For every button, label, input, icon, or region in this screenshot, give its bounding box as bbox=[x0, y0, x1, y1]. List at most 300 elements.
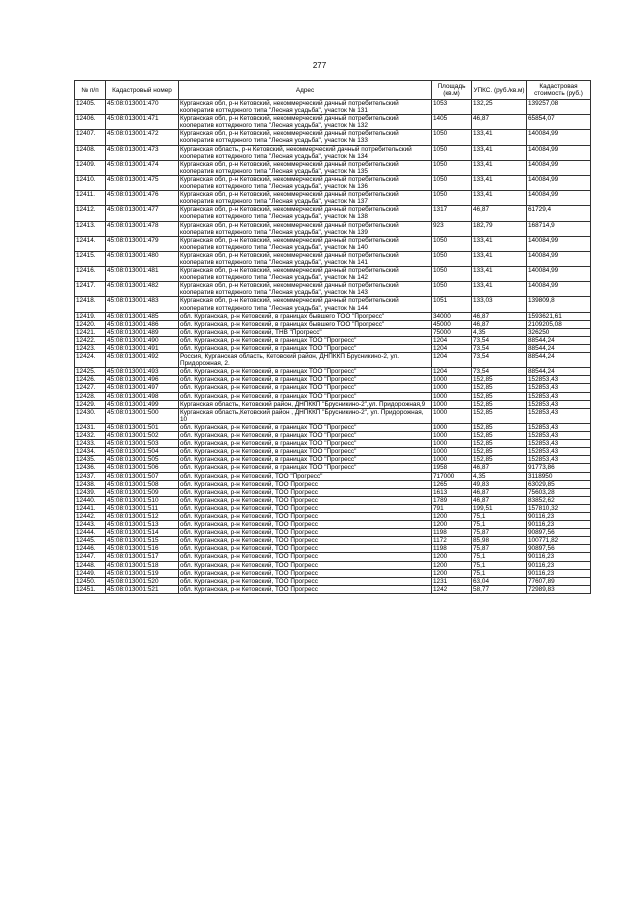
cell-address: обл. Курганская, р-н Кетовский, в границах ТОО "Прогресс" bbox=[179, 384, 432, 392]
cell-address: обл. Курганская, р-н Кетовский, ТОО "Прогресс" bbox=[179, 472, 432, 480]
cell-upks: 182,79 bbox=[472, 221, 527, 236]
cell-address: Курганская обл, р-н Кетовский, некоммерческий дачный потребительский кооператив коттеджного типа "Лесная усадьба", участок № 131 bbox=[179, 100, 432, 115]
cell-area: 1050 bbox=[432, 175, 472, 190]
cell-area: 1405 bbox=[432, 115, 472, 130]
cell-cadastral-cost: 140084,99 bbox=[527, 191, 591, 206]
cell-cadastral-cost: 1593621,61 bbox=[527, 312, 591, 320]
cell-address: обл. Курганская, р-н Кетовский, в границах ТОО "Прогресс" bbox=[179, 456, 432, 464]
cell-address: обл. Курганская, р-н Кетовский, ТНВ "Прогресс" bbox=[179, 328, 432, 336]
cell-cadastral-number: 45:08:013001:501 bbox=[106, 423, 179, 431]
cell-number: 12413. bbox=[75, 221, 106, 236]
cell-cadastral-cost: 168714,9 bbox=[527, 221, 591, 236]
table-row bbox=[75, 160, 591, 175]
cell-number: 12447. bbox=[75, 553, 106, 561]
cell-upks: 133,41 bbox=[472, 236, 527, 251]
cell-upks: 133,41 bbox=[472, 282, 527, 297]
cell-number: 12429. bbox=[75, 400, 106, 408]
cell-area: 1000 bbox=[432, 423, 472, 431]
cell-upks: 46,87 bbox=[472, 488, 527, 496]
cell-upks: 75,1 bbox=[472, 512, 527, 520]
cell-number: 12445. bbox=[75, 537, 106, 545]
cell-area: 1050 bbox=[432, 130, 472, 145]
cell-number: 12416. bbox=[75, 267, 106, 282]
cell-upks: 46,87 bbox=[472, 320, 527, 328]
cell-address: обл. Курганская, р-н Кетовский, в границах ТОО "Прогресс" bbox=[179, 336, 432, 344]
cell-cadastral-number: 45:08:013001:486 bbox=[106, 320, 179, 328]
cell-upks: 46,87 bbox=[472, 312, 527, 320]
cell-cadastral-number: 45:08:013001:491 bbox=[106, 345, 179, 353]
cell-address: обл. Курганская, р-н Кетовский, в границах ТОО "Прогресс" bbox=[179, 448, 432, 456]
cell-number: 12422. bbox=[75, 336, 106, 344]
cell-area: 1000 bbox=[432, 392, 472, 400]
cell-area: 1204 bbox=[432, 336, 472, 344]
cell-number: 12408. bbox=[75, 145, 106, 160]
cell-number: 12446. bbox=[75, 545, 106, 553]
cell-cadastral-number: 45:08:013001:471 bbox=[106, 115, 179, 130]
cell-address: обл. Курганская, р-н Кетовский, в границах бывшего ТОО "Прогресс" bbox=[179, 312, 432, 320]
cell-area: 1613 bbox=[432, 488, 472, 496]
header-address: Адрес bbox=[179, 81, 432, 100]
cell-cadastral-number: 45:08:013001:489 bbox=[106, 328, 179, 336]
cell-cadastral-cost: 140084,99 bbox=[527, 282, 591, 297]
table-row bbox=[75, 236, 591, 251]
table-row bbox=[75, 267, 591, 282]
cell-cadastral-number: 45:08:013001:485 bbox=[106, 312, 179, 320]
cell-cadastral-cost: 90116,23 bbox=[527, 553, 591, 561]
cell-upks: 152,85 bbox=[472, 384, 527, 392]
page-number: 277 bbox=[312, 61, 327, 70]
table-row bbox=[75, 488, 591, 496]
cell-address: Курганская обл, р-н Кетовский, некоммерческий дачный потребительский кооператив коттеджного типа "Лесная усадьба", участок № 133 bbox=[179, 130, 432, 145]
cell-cadastral-cost: 63029,85 bbox=[527, 480, 591, 488]
cell-cadastral-cost: 140084,99 bbox=[527, 130, 591, 145]
table-row bbox=[75, 448, 591, 456]
cell-upks: 152,85 bbox=[472, 432, 527, 440]
cell-area: 34000 bbox=[432, 312, 472, 320]
cell-address: обл. Курганская, р-н Кетовский, в границах ТОО "Прогресс" bbox=[179, 432, 432, 440]
cell-address: Россия, Курганская область, Кетовский район, ДНПККП Брусникино-2, ул. Придорожная, 2. bbox=[179, 353, 432, 368]
cell-area: 923 bbox=[432, 221, 472, 236]
table-row bbox=[75, 328, 591, 336]
cell-cadastral-cost: 61729,4 bbox=[527, 206, 591, 221]
cell-address: обл. Курганская, р-н Кетовский, ТОО Прогресс bbox=[179, 561, 432, 569]
cell-address: обл. Курганская, р-н Кетовский, ТОО Прогресс bbox=[179, 569, 432, 577]
cell-area: 1050 bbox=[432, 160, 472, 175]
cell-address: Курганская обл, р-н Кетовский, некоммерческий дачный потребительский кооператив коттеджного типа "Лесная усадьба", участок № 144 bbox=[179, 297, 432, 312]
cell-upks: 85,98 bbox=[472, 537, 527, 545]
cell-area: 1200 bbox=[432, 569, 472, 577]
cell-upks: 152,85 bbox=[472, 392, 527, 400]
table-row bbox=[75, 282, 591, 297]
cell-number: 12450. bbox=[75, 577, 106, 585]
cell-upks: 152,85 bbox=[472, 440, 527, 448]
cell-cadastral-cost: 88544,24 bbox=[527, 336, 591, 344]
cell-address: обл. Курганская, р-н Кетовский, ТОО Прогресс bbox=[179, 504, 432, 512]
table-row bbox=[75, 472, 591, 480]
cell-address: Курганская обл, р-н Кетовский, некоммерческий дачный потребительский кооператив коттеджного типа "Лесная усадьба", участок № 136 bbox=[179, 175, 432, 190]
table-header-row bbox=[75, 81, 591, 100]
cell-area: 1200 bbox=[432, 512, 472, 520]
cell-address: Курганская область, р-н Кетовский, некоммерческий дачный потребительский кооператив коттеджного типа "Лесная усадьба", участок № 134 bbox=[179, 145, 432, 160]
table-row bbox=[75, 537, 591, 545]
cell-cadastral-cost: 157810,32 bbox=[527, 504, 591, 512]
cell-number: 12418. bbox=[75, 297, 106, 312]
cell-address: Курганская обл, р-н Кетовский, некоммерческий дачный потребительский кооператив коттеджного типа "Лесная усадьба", участок № 132 bbox=[179, 115, 432, 130]
cell-area: 1000 bbox=[432, 408, 472, 423]
table-row bbox=[75, 545, 591, 553]
cell-cadastral-cost: 72989,83 bbox=[527, 585, 591, 593]
table-row bbox=[75, 115, 591, 130]
cell-number: 12409. bbox=[75, 160, 106, 175]
cell-number: 12451. bbox=[75, 585, 106, 593]
cell-cadastral-number: 45:08:013001:475 bbox=[106, 175, 179, 190]
cell-cadastral-number: 45:08:013001:496 bbox=[106, 376, 179, 384]
cell-area: 1000 bbox=[432, 376, 472, 384]
cell-cadastral-cost: 140084,99 bbox=[527, 251, 591, 266]
cell-cadastral-cost: 139809,8 bbox=[527, 297, 591, 312]
cell-cadastral-number: 45:08:013001:477 bbox=[106, 206, 179, 221]
cell-cadastral-cost: 90116,23 bbox=[527, 561, 591, 569]
cell-cadastral-cost: 100771,82 bbox=[527, 537, 591, 545]
cell-number: 12412. bbox=[75, 206, 106, 221]
table-row bbox=[75, 512, 591, 520]
cell-upks: 75,1 bbox=[472, 561, 527, 569]
cell-address: обл. Курганская, р-н Кетовский, ТОО Прогресс bbox=[179, 577, 432, 585]
cell-address: Курганская обл, р-н Кетовский, некоммерческий дачный потребительский кооператив коттеджного типа "Лесная усадьба", участок № 135 bbox=[179, 160, 432, 175]
table-row bbox=[75, 440, 591, 448]
table-row bbox=[75, 456, 591, 464]
cell-area: 1242 bbox=[432, 585, 472, 593]
cell-address: Курганская обл, р-н Кетовский, некоммерческий дачный потребительский кооператив коттеджного типа "Лесная усадьба", участок № 142 bbox=[179, 267, 432, 282]
cell-cadastral-cost: 90116,23 bbox=[527, 569, 591, 577]
cell-area: 1198 bbox=[432, 545, 472, 553]
table-row bbox=[75, 345, 591, 353]
cell-cadastral-number: 45:08:013001:506 bbox=[106, 464, 179, 472]
cell-area: 1200 bbox=[432, 553, 472, 561]
cell-cadastral-number: 45:08:013001:519 bbox=[106, 569, 179, 577]
cell-cadastral-cost: 75603,28 bbox=[527, 488, 591, 496]
cell-number: 12414. bbox=[75, 236, 106, 251]
cell-area: 1204 bbox=[432, 345, 472, 353]
cell-cadastral-number: 45:08:013001:478 bbox=[106, 221, 179, 236]
cell-upks: 152,85 bbox=[472, 456, 527, 464]
cell-upks: 73,54 bbox=[472, 353, 527, 368]
cell-upks: 152,85 bbox=[472, 448, 527, 456]
cell-cadastral-number: 45:08:013001:510 bbox=[106, 496, 179, 504]
cell-cadastral-number: 45:08:013001:482 bbox=[106, 282, 179, 297]
table-row bbox=[75, 423, 591, 431]
cell-area: 75000 bbox=[432, 328, 472, 336]
table-row bbox=[75, 529, 591, 537]
table-row bbox=[75, 577, 591, 585]
cell-address: обл. Курганская, р-н Кетовский, в границах ТОО "Прогресс" bbox=[179, 345, 432, 353]
cell-number: 12440. bbox=[75, 496, 106, 504]
cell-number: 12435. bbox=[75, 456, 106, 464]
table-row bbox=[75, 521, 591, 529]
cell-upks: 133,03 bbox=[472, 297, 527, 312]
cell-area: 1000 bbox=[432, 440, 472, 448]
cell-upks: 4,35 bbox=[472, 472, 527, 480]
table-row bbox=[75, 384, 591, 392]
table-row bbox=[75, 376, 591, 384]
cell-address: обл. Курганская, р-н Кетовский, в границах ТОО "Прогресс" bbox=[179, 464, 432, 472]
table-row bbox=[75, 432, 591, 440]
cell-cadastral-number: 45:08:013001:507 bbox=[106, 472, 179, 480]
cell-number: 12442. bbox=[75, 512, 106, 520]
cell-cadastral-number: 45:08:013001:472 bbox=[106, 130, 179, 145]
cell-cadastral-number: 45:08:013001:481 bbox=[106, 267, 179, 282]
cell-upks: 133,41 bbox=[472, 251, 527, 266]
table-row bbox=[75, 206, 591, 221]
cell-cadastral-number: 45:08:013001:480 bbox=[106, 251, 179, 266]
cell-upks: 46,87 bbox=[472, 496, 527, 504]
table-row bbox=[75, 191, 591, 206]
cell-area: 1000 bbox=[432, 432, 472, 440]
cell-area: 1231 bbox=[432, 577, 472, 585]
cell-area: 1053 bbox=[432, 100, 472, 115]
table-row bbox=[75, 561, 591, 569]
cell-cadastral-number: 45:08:013001:490 bbox=[106, 336, 179, 344]
cell-cadastral-number: 45:08:013001:516 bbox=[106, 545, 179, 553]
header-cadastral-number: Кадастровый номер bbox=[106, 81, 179, 100]
cell-cadastral-number: 45:08:013001:473 bbox=[106, 145, 179, 160]
cell-area: 1000 bbox=[432, 456, 472, 464]
cell-number: 12437. bbox=[75, 472, 106, 480]
cell-area: 1317 bbox=[432, 206, 472, 221]
cell-upks: 75,1 bbox=[472, 521, 527, 529]
cell-address: обл. Курганская, р-н Кетовский, ТОО Прогресс bbox=[179, 529, 432, 537]
cell-cadastral-cost: 152853,43 bbox=[527, 392, 591, 400]
cell-cadastral-cost: 140084,99 bbox=[527, 145, 591, 160]
cell-number: 12421. bbox=[75, 328, 106, 336]
cell-cadastral-cost: 88544,24 bbox=[527, 353, 591, 368]
table-row bbox=[75, 585, 591, 593]
cell-area: 1050 bbox=[432, 191, 472, 206]
cell-number: 12410. bbox=[75, 175, 106, 190]
cell-cadastral-number: 45:08:013001:470 bbox=[106, 100, 179, 115]
cell-upks: 73,54 bbox=[472, 336, 527, 344]
cell-cadastral-number: 45:08:013001:493 bbox=[106, 368, 179, 376]
cell-address: Курганская область,Кетовский район , ДНПККП "Брусникино-2", ул. Придорожная, 10 bbox=[179, 408, 432, 423]
cell-address: обл. Курганская, р-н Кетовский, в границах ТОО "Прогресс" bbox=[179, 423, 432, 431]
cell-cadastral-number: 45:08:013001:498 bbox=[106, 392, 179, 400]
cell-cadastral-cost: 140084,99 bbox=[527, 160, 591, 175]
cell-address: обл. Курганская, р-н Кетовский, ТОО Прогресс bbox=[179, 488, 432, 496]
cell-address: обл. Курганская, р-н Кетовский, ТОО Прогресс bbox=[179, 545, 432, 553]
cell-address: обл. Курганская, р-н Кетовский, в границах ТОО "Прогресс" bbox=[179, 392, 432, 400]
cell-cadastral-number: 45:08:013001:492 bbox=[106, 353, 179, 368]
cell-upks: 133,41 bbox=[472, 145, 527, 160]
cell-number: 12432. bbox=[75, 432, 106, 440]
table-row bbox=[75, 221, 591, 236]
cell-cadastral-number: 45:08:013001:511 bbox=[106, 504, 179, 512]
cell-upks: 133,41 bbox=[472, 267, 527, 282]
cell-address: Курганская обл, р-н Кетовский, некоммерческий дачный потребительский кооператив коттеджного типа "Лесная усадьба", участок № 140 bbox=[179, 236, 432, 251]
cell-upks: 152,85 bbox=[472, 408, 527, 423]
table-row bbox=[75, 100, 591, 115]
cell-cadastral-number: 45:08:013001:476 bbox=[106, 191, 179, 206]
cell-cadastral-number: 45:08:013001:505 bbox=[106, 456, 179, 464]
header-cadastral-cost: Кадастровая стоимость (руб.) bbox=[527, 81, 591, 100]
cell-number: 12427. bbox=[75, 384, 106, 392]
cell-number: 12423. bbox=[75, 345, 106, 353]
table-row bbox=[75, 480, 591, 488]
cell-cadastral-cost: 90116,23 bbox=[527, 521, 591, 529]
cell-cadastral-cost: 140084,99 bbox=[527, 175, 591, 190]
cell-cadastral-number: 45:08:013001:521 bbox=[106, 585, 179, 593]
cell-number: 12431. bbox=[75, 423, 106, 431]
cell-number: 12426. bbox=[75, 376, 106, 384]
cell-area: 1000 bbox=[432, 400, 472, 408]
cell-area: 1050 bbox=[432, 251, 472, 266]
cell-cadastral-number: 45:08:013001:508 bbox=[106, 480, 179, 488]
cell-upks: 46,87 bbox=[472, 115, 527, 130]
cell-upks: 133,41 bbox=[472, 175, 527, 190]
cell-upks: 46,87 bbox=[472, 464, 527, 472]
cell-area: 1958 bbox=[432, 464, 472, 472]
cell-upks: 75,87 bbox=[472, 529, 527, 537]
cell-area: 1204 bbox=[432, 368, 472, 376]
cell-number: 12425. bbox=[75, 368, 106, 376]
header-number: № п/п bbox=[75, 81, 106, 100]
cell-upks: 73,54 bbox=[472, 368, 527, 376]
cell-number: 12433. bbox=[75, 440, 106, 448]
cell-address: Курганская область, Кетовский район, ДНПККП "Брусникино-2",ул. Придорожная,9 bbox=[179, 400, 432, 408]
cell-cadastral-cost: 152853,43 bbox=[527, 456, 591, 464]
cell-upks: 63,04 bbox=[472, 577, 527, 585]
cadastral-value-table bbox=[74, 80, 591, 594]
table-row bbox=[75, 464, 591, 472]
table-row bbox=[75, 145, 591, 160]
cell-area: 1200 bbox=[432, 561, 472, 569]
cell-address: обл. Курганская, р-н Кетовский, в границах ТОО "Прогресс" bbox=[179, 440, 432, 448]
table-row bbox=[75, 569, 591, 577]
cell-cadastral-number: 45:08:013001:514 bbox=[106, 529, 179, 537]
table-body bbox=[75, 100, 591, 594]
cell-area: 1265 bbox=[432, 480, 472, 488]
cell-cadastral-cost: 3118950 bbox=[527, 472, 591, 480]
cell-cadastral-number: 45:08:013001:513 bbox=[106, 521, 179, 529]
cell-area: 1200 bbox=[432, 521, 472, 529]
cell-cadastral-number: 45:08:013001:500 bbox=[106, 408, 179, 423]
cell-number: 12411. bbox=[75, 191, 106, 206]
cell-address: Курганская обл, р-н Кетовский, некоммерческий дачный потребительский кооператив коттеджного типа "Лесная усадьба", участок № 143 bbox=[179, 282, 432, 297]
table-row bbox=[75, 175, 591, 190]
cell-area: 1051 bbox=[432, 297, 472, 312]
cell-cadastral-number: 45:08:013001:502 bbox=[106, 432, 179, 440]
cell-upks: 58,77 bbox=[472, 585, 527, 593]
cell-address: обл. Курганская, р-н Кетовский, в границах бывшего ТОО "Прогресс" bbox=[179, 320, 432, 328]
table-row bbox=[75, 496, 591, 504]
cell-cadastral-cost: 140084,99 bbox=[527, 267, 591, 282]
cell-upks: 4,35 bbox=[472, 328, 527, 336]
cell-cadastral-number: 45:08:013001:497 bbox=[106, 384, 179, 392]
cell-cadastral-cost: 152853,43 bbox=[527, 408, 591, 423]
cell-number: 12448. bbox=[75, 561, 106, 569]
cell-number: 12417. bbox=[75, 282, 106, 297]
cell-cadastral-cost: 152853,43 bbox=[527, 440, 591, 448]
cell-cadastral-number: 45:08:013001:474 bbox=[106, 160, 179, 175]
cell-upks: 133,41 bbox=[472, 160, 527, 175]
cell-area: 1000 bbox=[432, 384, 472, 392]
cell-address: обл. Курганская, р-н Кетовский, ТОО Прогресс bbox=[179, 512, 432, 520]
cell-cadastral-number: 45:08:013001:517 bbox=[106, 553, 179, 561]
cell-cadastral-number: 45:08:013001:520 bbox=[106, 577, 179, 585]
table-row bbox=[75, 336, 591, 344]
cell-address: Курганская обл, р-н Кетовский, некоммерческий дачный потребительский кооператив коттеджного типа "Лесная усадьба", участок № 141 bbox=[179, 251, 432, 266]
cell-upks: 49,83 bbox=[472, 480, 527, 488]
cell-cadastral-cost: 152853,43 bbox=[527, 423, 591, 431]
table-row bbox=[75, 312, 591, 320]
header-upks: УПКС. (руб./кв.м) bbox=[472, 81, 527, 100]
cell-address: обл. Курганская, р-н Кетовский, ТОО Прогресс bbox=[179, 521, 432, 529]
cell-area: 1000 bbox=[432, 448, 472, 456]
table-row bbox=[75, 392, 591, 400]
cell-upks: 152,85 bbox=[472, 376, 527, 384]
cell-number: 12449. bbox=[75, 569, 106, 577]
cell-number: 12438. bbox=[75, 480, 106, 488]
cell-cadastral-cost: 139257,08 bbox=[527, 100, 591, 115]
cell-number: 12439. bbox=[75, 488, 106, 496]
cell-upks: 75,1 bbox=[472, 569, 527, 577]
cell-address: Курганская обл, р-н Кетовский, некоммерческий дачный потребительский кооператив коттеджного типа "Лесная усадьба", участок № 137 bbox=[179, 191, 432, 206]
cell-number: 12424. bbox=[75, 353, 106, 368]
cell-area: 1050 bbox=[432, 145, 472, 160]
cell-number: 12405. bbox=[75, 100, 106, 115]
cell-number: 12441. bbox=[75, 504, 106, 512]
cell-cadastral-cost: 83852,62 bbox=[527, 496, 591, 504]
cell-number: 12436. bbox=[75, 464, 106, 472]
cell-address: Курганская обл, р-н Кетовский, некоммерческий дачный потребительский кооператив коттеджного типа "Лесная усадьба", участок № 138 bbox=[179, 206, 432, 221]
cell-upks: 132,25 bbox=[472, 100, 527, 115]
cell-cadastral-cost: 152853,43 bbox=[527, 376, 591, 384]
cell-cadastral-cost: 77607,89 bbox=[527, 577, 591, 585]
cell-upks: 133,41 bbox=[472, 130, 527, 145]
cell-cadastral-cost: 152853,43 bbox=[527, 448, 591, 456]
cell-cadastral-cost: 152853,43 bbox=[527, 384, 591, 392]
cell-number: 12407. bbox=[75, 130, 106, 145]
cell-upks: 199,51 bbox=[472, 504, 527, 512]
cell-number: 12443. bbox=[75, 521, 106, 529]
table-row bbox=[75, 353, 591, 368]
cell-upks: 75,1 bbox=[472, 553, 527, 561]
table-row bbox=[75, 297, 591, 312]
cell-cadastral-cost: 65854,07 bbox=[527, 115, 591, 130]
cell-area: 1198 bbox=[432, 529, 472, 537]
cell-cadastral-number: 45:08:013001:479 bbox=[106, 236, 179, 251]
cell-area: 1789 bbox=[432, 496, 472, 504]
cell-area: 1050 bbox=[432, 236, 472, 251]
cell-cadastral-number: 45:08:013001:515 bbox=[106, 537, 179, 545]
cell-area: 1172 bbox=[432, 537, 472, 545]
table-row bbox=[75, 504, 591, 512]
cell-area: 717000 bbox=[432, 472, 472, 480]
cell-number: 12444. bbox=[75, 529, 106, 537]
table-row bbox=[75, 408, 591, 423]
cell-number: 12415. bbox=[75, 251, 106, 266]
table-row bbox=[75, 130, 591, 145]
cell-cadastral-cost: 90897,56 bbox=[527, 545, 591, 553]
cell-cadastral-cost: 2109205,08 bbox=[527, 320, 591, 328]
cell-number: 12428. bbox=[75, 392, 106, 400]
cell-address: обл. Курганская, р-н Кетовский, ТОО Прогресс bbox=[179, 537, 432, 545]
table-row bbox=[75, 320, 591, 328]
cell-number: 12406. bbox=[75, 115, 106, 130]
cell-area: 1050 bbox=[432, 282, 472, 297]
cell-cadastral-number: 45:08:013001:509 bbox=[106, 488, 179, 496]
cell-number: 12434. bbox=[75, 448, 106, 456]
cell-address: обл. Курганская, р-н Кетовский, в границах ТОО "Прогресс" bbox=[179, 368, 432, 376]
